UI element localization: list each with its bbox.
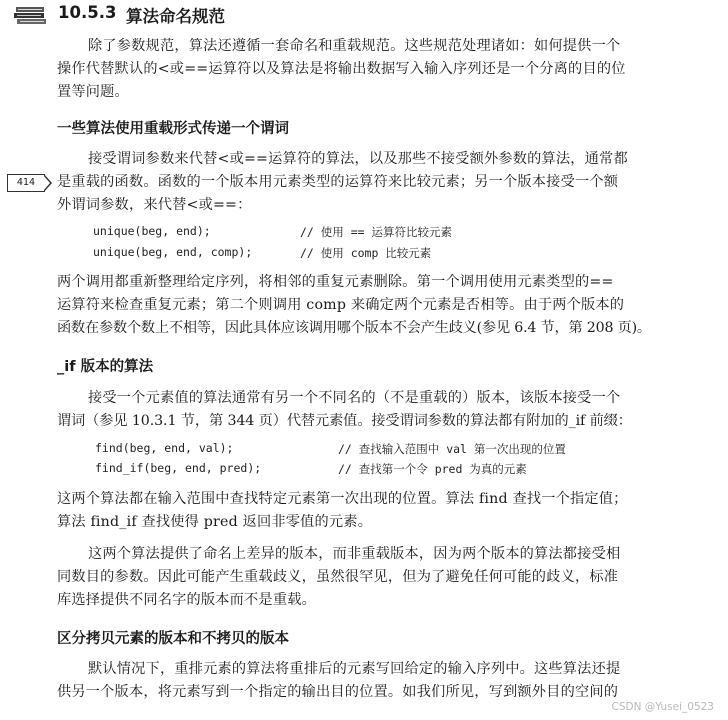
book-stack-icon xyxy=(14,5,50,25)
section-number: 10.5.3 xyxy=(58,3,117,22)
if-after2-line-3: 库选择提供不同名字的版本而不是重载。 xyxy=(57,592,316,608)
code-line: find(beg, end, val); xyxy=(95,441,234,455)
if-line-1: 接受一个元素值的算法通常有另一个不同名的（不是重载的）版本，该版本接受一个 xyxy=(88,390,621,406)
page-reference-tag: 414 xyxy=(7,174,45,192)
section-header xyxy=(14,3,714,29)
code-line: unique(beg, end, comp); xyxy=(93,245,253,259)
copy-heading: 区分拷贝元素的版本和不拷贝的版本 xyxy=(57,631,289,647)
if-line-2: 谓词（参见 10.3.1 节，第 344 页）代替元素值。接受谓词参数的算法都有附加的_if 前缀： xyxy=(57,413,632,429)
code-comment: // 使用 == 运算符比较元素 xyxy=(300,225,452,239)
if-after-line-2: 算法 find_if 查找使得 pred 返回非零值的元素。 xyxy=(57,514,373,530)
overload-line-1: 接受谓词参数来代替<或==运算符的算法，以及那些不接受额外参数的算法，通常都 xyxy=(88,151,628,167)
overload-after-line-1: 两个调用都重新整理给定序列，将相邻的重复元素删除。第一个调用使用元素类型的== xyxy=(57,274,614,290)
code-comment: // 查找第一个令 pred 为真的元素 xyxy=(338,462,527,476)
copy-line-1: 默认情况下，重排元素的算法将重排后的元素写回给定的输入序列中。这些算法还提 xyxy=(88,661,621,677)
copy-line-2: 供另一个版本，将元素写到一个指定的输出目的位置。如我们所见，写到额外目的空间的 xyxy=(57,684,619,700)
if-after2-line-2: 同数目的参数。因此可能产生重载歧义，虽然很罕见，但为了避免任何可能的歧义，标准 xyxy=(57,569,619,585)
intro-line-1: 除了参数规范，算法还遵循一套命名和重载规范。这些规范处理诸如：如何提供一个 xyxy=(88,38,621,54)
section-title: 算法命名规范 xyxy=(126,7,225,26)
overload-after-line-3: 函数在参数个数上不相等，因此具体应该调用哪个版本不会产生歧义(参见 6.4 节，第 208 页)。 xyxy=(57,320,651,336)
if-after2-line-1: 这两个算法提供了命名上差异的版本，而非重载版本，因为两个版本的算法都接受相 xyxy=(88,546,621,562)
code-comment: // 使用 comp 比较元素 xyxy=(300,246,432,260)
csdn-watermark: CSDN @Yusei_0523 xyxy=(611,701,714,713)
intro-line-2: 操作代替默认的<或==运算符以及算法是将输出数据写入输入序列还是一个分离的目的位 xyxy=(57,61,626,77)
if-after-line-1: 这两个算法都在输入范围中查找特定元素第一次出现的位置。算法 find 查找一个指定值； xyxy=(57,491,628,507)
if-heading: _if 版本的算法 xyxy=(57,359,154,375)
code-line: unique(beg, end); xyxy=(93,224,211,238)
intro-line-3: 置等问题。 xyxy=(57,84,129,100)
overload-after-line-2: 运算符来检查重复元素；第二个则调用 comp 来确定两个元素是否相等。由于两个版本的 xyxy=(57,297,625,313)
page-reference-arrow xyxy=(44,174,52,192)
code-comment: // 查找输入范围中 val 第一次出现的位置 xyxy=(338,442,566,456)
code-line: find_if(beg, end, pred); xyxy=(95,461,262,475)
overload-heading: 一些算法使用重载形式传递一个谓词 xyxy=(57,121,289,137)
overload-line-2: 是重载的函数。函数的一个版本用元素类型的运算符来比较元素；另一个版本接受一个额 xyxy=(57,174,619,190)
overload-line-3: 外谓词参数，来代替<或==： xyxy=(57,197,252,213)
